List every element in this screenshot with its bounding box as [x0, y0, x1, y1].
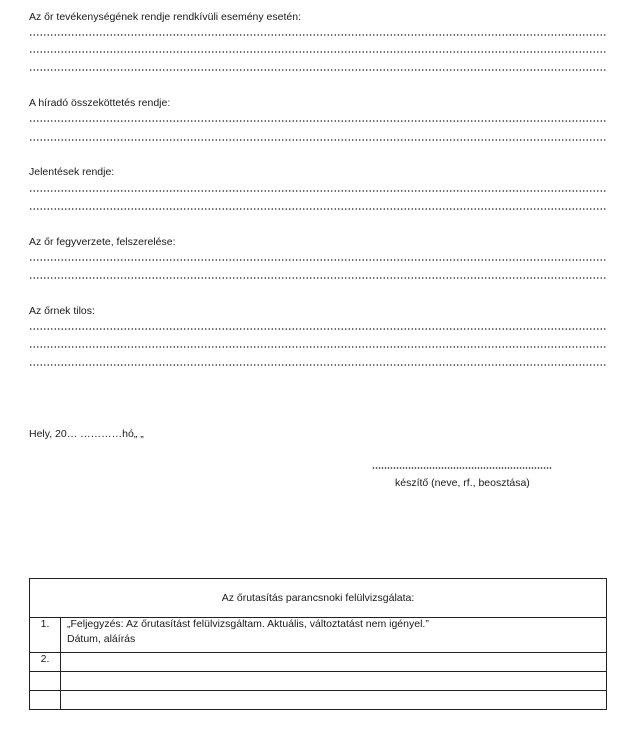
row-content: [61, 618, 607, 653]
table-row: [30, 691, 607, 710]
section-label-prohibited: Az őrnek tilos:: [29, 305, 95, 317]
dotted-line: [29, 69, 607, 71]
dotted-line: [29, 120, 607, 122]
table-row: [30, 672, 607, 691]
row-content: [61, 672, 607, 691]
section-label-equipment: Az őr fegyverzete, felszerelése:: [29, 236, 176, 248]
dotted-line: [29, 328, 607, 330]
dotted-line: [29, 346, 607, 348]
row-content: [61, 691, 607, 710]
review-table: [29, 578, 607, 710]
date-signature-label: Dátum, aláírás: [67, 633, 136, 645]
dotted-line: [29, 277, 607, 279]
dotted-line: [29, 190, 607, 192]
row-content: [61, 653, 607, 672]
review-table-header: Az őrutasítás parancsnoki felülvizsgálata:: [30, 579, 607, 618]
dotted-line: [29, 364, 607, 366]
row-number: [30, 672, 61, 691]
row-number: 2.: [30, 653, 61, 672]
dotted-line: [29, 51, 607, 53]
review-note: „Feljegyzés: Az őrutasítást felülvizsgáltam. Aktuális, változtatást nem igényel.”: [67, 618, 429, 630]
dotted-line: [29, 34, 607, 36]
row-number: [30, 691, 61, 710]
section-label-reports: Jelentések rendje:: [29, 166, 115, 178]
place-date-line: Hely, 20… …………hó„ „: [29, 428, 144, 440]
signature-caption: készítő (neve, rf., beosztása): [395, 477, 530, 489]
table-row: [30, 618, 607, 653]
row-number: 1.: [30, 618, 61, 653]
dotted-line: [29, 139, 607, 141]
table-row: [30, 653, 607, 672]
section-label-communication: A híradó összeköttetés rendje:: [29, 97, 171, 109]
signature-line: [372, 467, 552, 469]
dotted-line: [29, 259, 607, 261]
section-label-emergency: Az őr tevékenységének rendje rendkívüli esemény esetén:: [29, 11, 301, 23]
dotted-line: [29, 208, 607, 210]
